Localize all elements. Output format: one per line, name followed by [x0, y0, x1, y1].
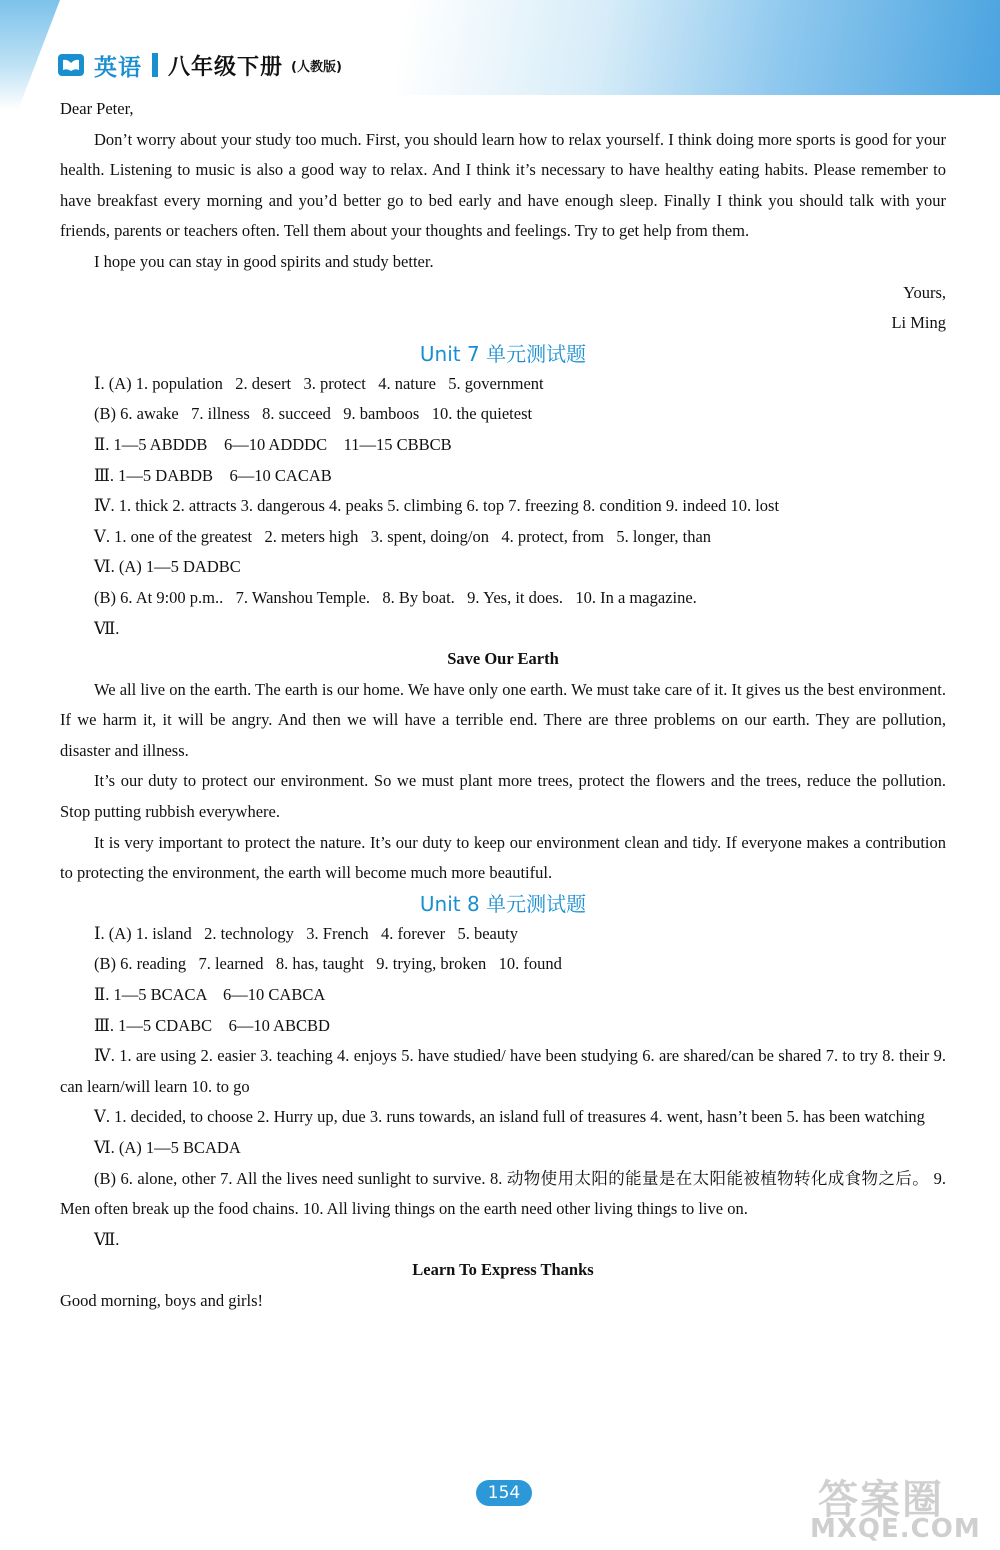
answer-line: (B) 6. At 9:00 p.m.. 7. Wanshou Temple. 8. By boat. 9. Yes, it does. 10. In a magazine. — [94, 587, 697, 607]
essay-title: Save Our Earth — [447, 649, 559, 669]
unit7-title: Unit 7 单元测试题 — [419, 341, 587, 366]
letter-closing: Yours, — [903, 282, 946, 302]
letter-paragraph: Don’t worry about your study too much. First, you should learn how to relax yourself. I think doing more sports is good for your health. Listening to music is also a good way to relax. And I think it’s necessary to have healthy eating habits. Please remember to have breakfast every morning and you’d better go to bed early and have enough sleep. Finally I think you should talk with your friends, parents or teachers often. Tell them about your thoughts and feelings. Try to get help from them. — [60, 129, 946, 241]
answer-line: Ⅰ. (A) 1. island 2. technology 3. French 4. forever 5. beauty — [94, 923, 518, 943]
answer-line: (B) 6. reading 7. learned 8. has, taught 9. trying, broken 10. found — [94, 954, 562, 974]
letter-greeting: Dear Peter, — [60, 99, 134, 118]
answer-line: Ⅳ. 1. thick 2. attracts 3. dangerous 4. peaks 5. climbing 6. top 7. freezing 8. condition 9. indeed 10. lost — [94, 496, 780, 516]
book-logo-icon — [58, 54, 84, 76]
essay-paragraph: It’s our duty to protect our environment. So we must plant more trees, protect the flowers and the trees, reduce the pollution. Stop putting rubbish everywhere. — [60, 771, 946, 822]
answer-line: Ⅱ. 1—5 BCACA 6—10 CABCA — [94, 985, 326, 1005]
answer-line: Ⅲ. 1—5 DABDB 6—10 CACAB — [94, 465, 332, 485]
speech-opening: Good morning, boys and girls! — [60, 1290, 264, 1310]
answer-line: Ⅶ. — [94, 618, 120, 638]
answer-line: Ⅴ. 1. one of the greatest 2. meters high 3. spent, doing/on 4. protect, from 5. longer, than — [94, 526, 712, 546]
page-content — [60, 94, 946, 1317]
answer-line: Ⅱ. 1—5 ABDDB 6—10 ADDDC 11—15 CBBCB — [94, 434, 452, 454]
answer-line: (B) 6. awake 7. illness 8. succeed 9. bamboos 10. the quietest — [94, 404, 533, 424]
watermark-text: 答案圈 — [818, 1477, 944, 1523]
answer-line: Ⅵ. (A) 1—5 BCADA — [94, 1138, 241, 1157]
answer-line: Ⅶ. — [94, 1229, 120, 1249]
answer-line: Ⅴ. 1. decided, to choose 2. Hurry up, due 3. runs towards, an island full of treasures 4. went, hasn’t been 5. has been watching — [94, 1107, 925, 1127]
page-header — [58, 48, 342, 82]
answer-line: Ⅲ. 1—5 CDABC 6—10 ABCBD — [94, 1015, 330, 1035]
essay-paragraph: It is very important to protect the nature. It’s our duty to keep our environment clean and tidy. If everyone makes a contribution to protecting the environment, the earth will become much more beautiful. — [60, 832, 946, 883]
answer-line: (B) 6. alone, other 7. All the lives need sunlight to survive. 8. 动物使用太阳的能量是在太阳能被植物转化成食物之后。 9. Men often break up the food chains. 10. All living things on the earth need other living things to live on. — [60, 1168, 946, 1219]
page-number: 154 — [476, 1480, 532, 1506]
answer-line: Ⅵ. (A) 1—5 DADBC — [94, 557, 241, 577]
edition-label: (人教版) — [291, 59, 342, 75]
subject-label: 英语 — [94, 54, 142, 81]
letter-paragraph: I hope you can stay in good spirits and study better. — [94, 251, 434, 271]
answer-line: Ⅰ. (A) 1. population 2. desert 3. protect 4. nature 5. government — [94, 373, 544, 393]
watermark-logo — [790, 1468, 990, 1548]
watermark-url: MXQE.COM — [810, 1514, 981, 1544]
answer-line: Ⅳ. 1. are using 2. easier 3. teaching 4. enjoys 5. have studied/ have been studying 6. are shared/can be shared 7. to try 8. their 9. can learn/will learn 10. to go — [60, 1046, 946, 1096]
essay-paragraph: We all live on the earth. The earth is our home. We have only one earth. We must take care of it. It gives us the best environment. If we harm it, it will be angry. And then we will have a terrible end. There are three problems on our earth. They are pollution, disaster and illness. — [60, 679, 946, 760]
letter-signature: Li Ming — [891, 313, 946, 333]
unit8-title: Unit 8 单元测试题 — [419, 891, 587, 916]
book-title: 八年级下册 — [168, 54, 284, 80]
header-divider — [152, 53, 158, 77]
speech-title: Learn To Express Thanks — [412, 1260, 594, 1280]
